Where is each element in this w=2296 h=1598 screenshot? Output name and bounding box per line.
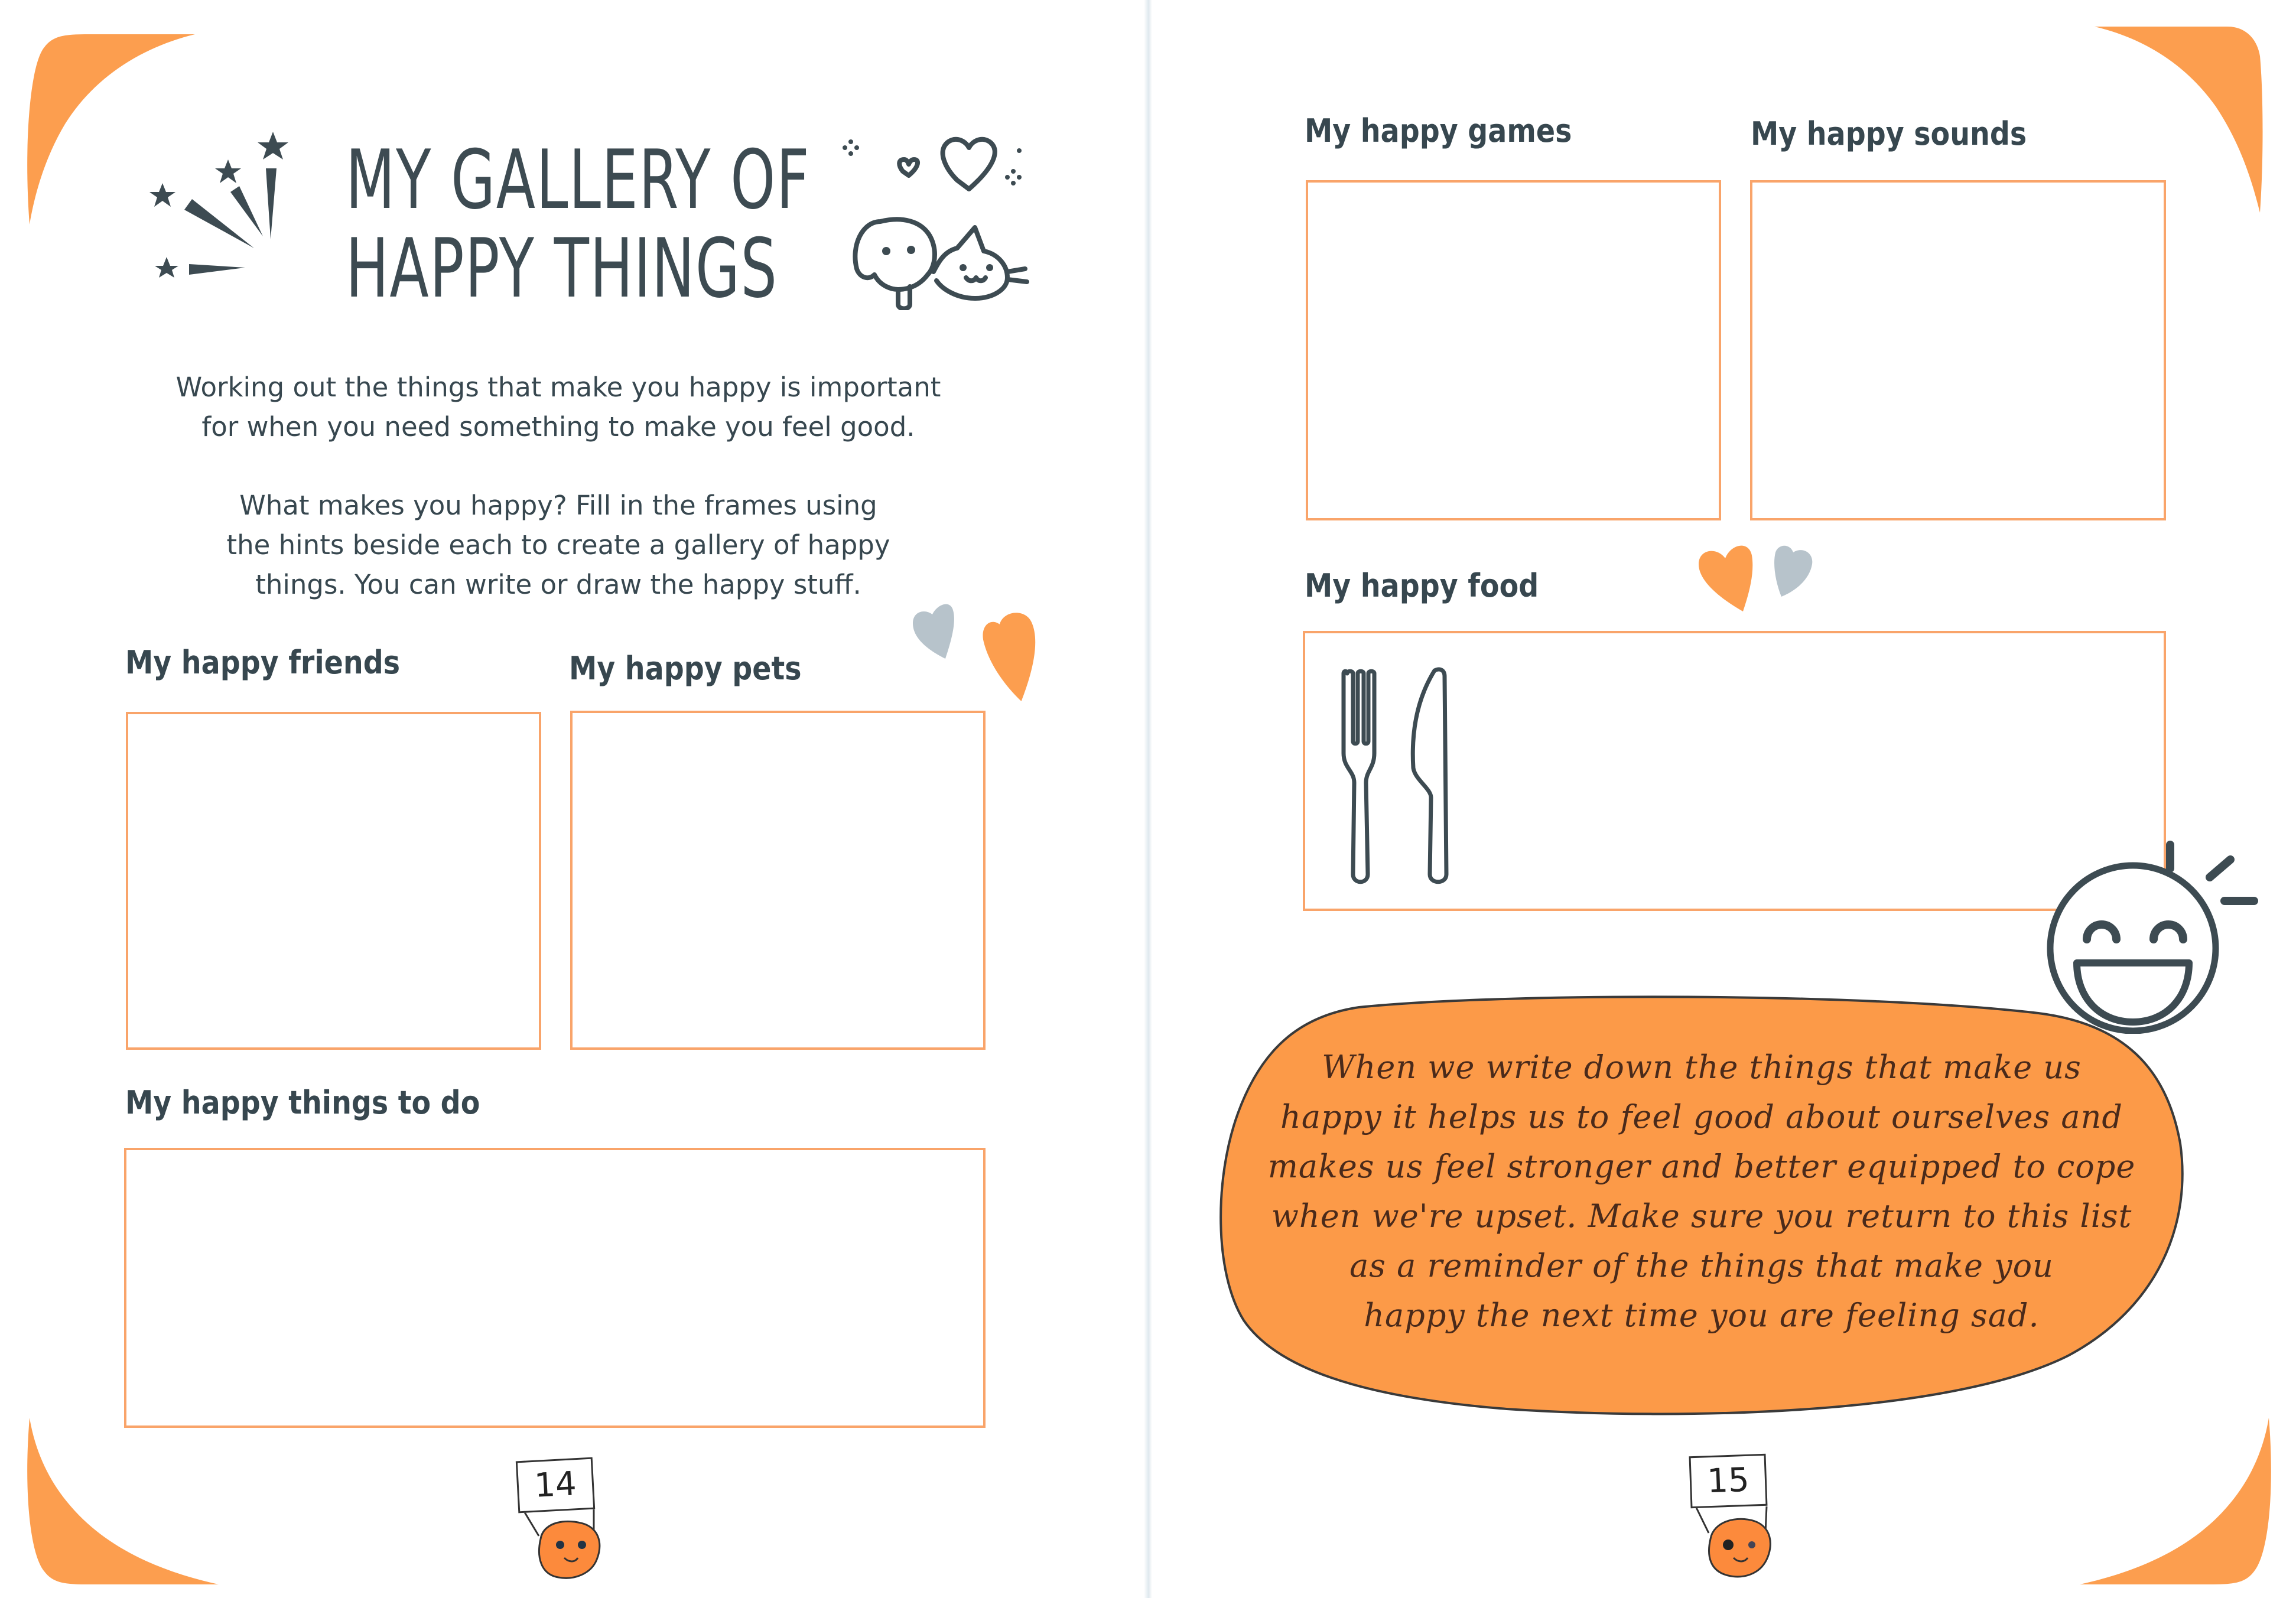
intro-paragraph-2: What makes you happy? Fill in the frames using the hints beside each to create a gallery of happy things. You can write or draw the happy stuff. <box>226 490 890 600</box>
intro-paragraph-1: Working out the things that make you happy is important for when you need something to make you feel good. <box>175 372 941 442</box>
hearts-decoration-right <box>1687 538 1840 614</box>
laughing-face-icon <box>2032 821 2269 1034</box>
fork-and-knife-icon <box>1335 665 1477 889</box>
corner-decoration-bottom-right <box>2074 1412 2275 1589</box>
sounds-frame[interactable] <box>1750 180 2166 520</box>
frame-label-pets: My happy pets <box>569 650 802 687</box>
frame-label-sounds: My happy sounds <box>1751 115 2027 152</box>
title-line-1: MY GALLERY OF <box>346 132 811 227</box>
frame-label-friends: My happy friends <box>125 644 401 681</box>
frame-label-games: My happy games <box>1305 112 1572 149</box>
page-number-mascot-15 <box>1684 1450 1784 1586</box>
tip-text: When we write down the things that make us happy it helps us to feel good about ourselves and makes us feel stronger and better equipped to cope when we're upset. Make sure you return to this list as a reminder of the things that make you happy the next time you are feeling sad. <box>1267 1049 2136 1334</box>
games-frame[interactable] <box>1306 180 1721 520</box>
title-line-2: HAPPY THINGS <box>346 221 778 316</box>
frame-label-things-to-do: My happy things to do <box>125 1084 480 1121</box>
page-number-14: 14 <box>516 1457 595 1514</box>
frame-label-food: My happy food <box>1305 567 1539 604</box>
page-number-15: 15 <box>1689 1454 1768 1508</box>
